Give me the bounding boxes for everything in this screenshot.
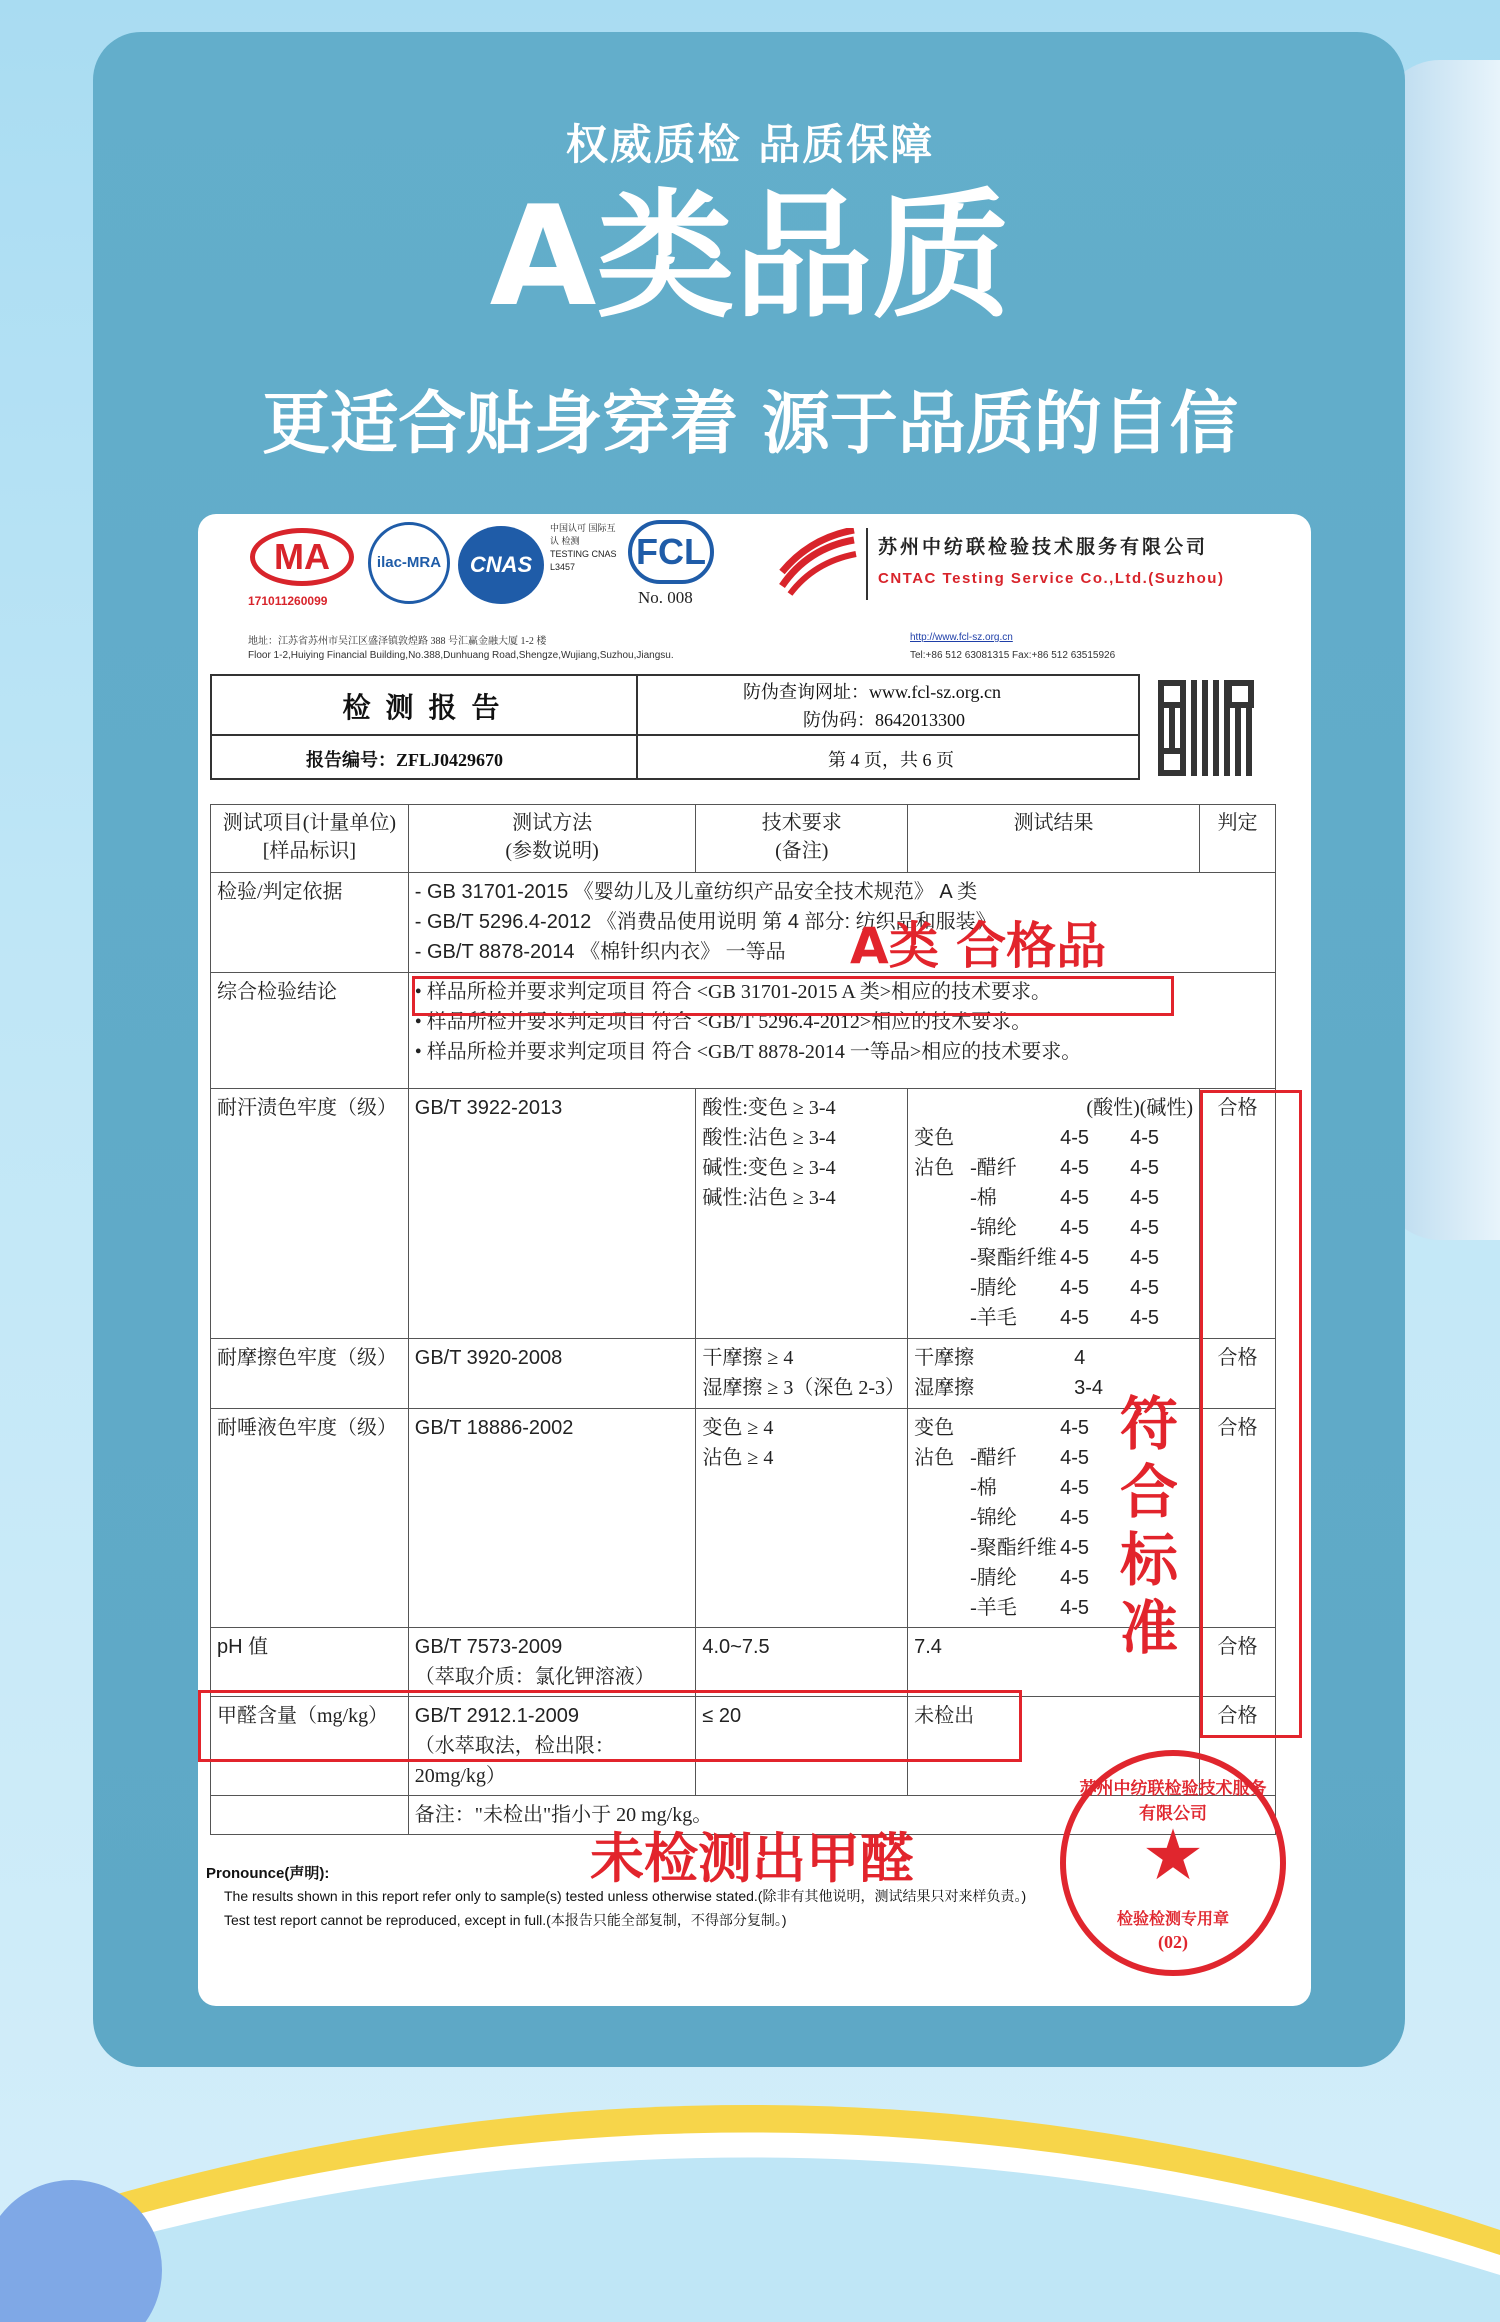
result-header: (酸性)(碱性) [1086, 1097, 1194, 1119]
method-line: GB/T 2912.1-2009 [414, 1705, 579, 1727]
website-link[interactable]: http://www.fcl-sz.org.cn [910, 632, 1013, 643]
result-row [914, 1213, 1193, 1243]
result-value [914, 1183, 970, 1213]
method-cell: GB/T 18886-2002 [408, 1409, 696, 1628]
star-icon: ★ [1141, 1818, 1205, 1895]
conclusion-line: • 样品所检并要求判定项目 符合 <GB/T 8878-2014 一等品>相应的技术要求。 [414, 1041, 1082, 1063]
row-label: 综合检验结论 [211, 973, 409, 1089]
result-value: 4-5 [1060, 1507, 1089, 1529]
sweat-results [914, 1123, 1193, 1333]
result-value: -棉 [970, 1187, 997, 1209]
test-results-table [210, 804, 1276, 1835]
cma-logo: MA [250, 528, 354, 586]
cnas-logo: CNAS [458, 526, 544, 604]
verdict-cell: 合格 [1200, 1628, 1276, 1697]
requirement-line: 湿摩擦 ≥ 3（深色 2-3） [702, 1377, 906, 1399]
result-value: 4-5 [1060, 1307, 1089, 1329]
seal-text: 苏州中纺联检验技术服务有限公司 [1079, 1779, 1267, 1823]
verdict-highlight-box [1200, 1090, 1302, 1738]
verdict-cell: 合格 [1200, 1339, 1276, 1409]
result-value: 4-5 [1130, 1127, 1159, 1149]
row-label: pH 值 [211, 1628, 409, 1697]
result-row [914, 1123, 1193, 1153]
title-box-divider-v [636, 674, 638, 780]
row-label: 耐唾液色牢度（级） [211, 1409, 409, 1628]
result-value: 4-5 [1060, 1217, 1089, 1239]
empty-cell [211, 1796, 409, 1835]
cnas-note: 中国认可 国际互认 检测 TESTING CNAS L3457 [550, 523, 617, 572]
table-row [211, 873, 1276, 973]
basis-cell [408, 873, 1275, 973]
result-value: 4-5 [1130, 1157, 1159, 1179]
result-value: 4-5 [1060, 1477, 1089, 1499]
basis-line: - GB 31701-2015 《婴幼儿及儿童纺织产品安全技术规范》 A 类 [414, 881, 978, 903]
verdict-cell: 合格 [1200, 1409, 1276, 1628]
row-label: 耐摩擦色牢度（级） [211, 1339, 409, 1409]
requirement-line: 碱性:变色 ≥ 3-4 [702, 1157, 836, 1179]
anti-fake-code: 防伪码：8642013300 [803, 710, 965, 730]
basis-line: - GB/T 5296.4-2012 《消费品使用说明 第 4 部分: 纺织品和服装》 [414, 911, 996, 933]
result-value [914, 1593, 970, 1623]
column-header: 测试结果 [908, 805, 1200, 873]
result-value: 4-5 [1130, 1247, 1159, 1269]
result-value [914, 1303, 970, 1333]
result-value: -棉 [970, 1477, 997, 1499]
result-value: 4-5 [1060, 1447, 1089, 1469]
result-value [914, 1563, 970, 1593]
pronounce-title: Pronounce(声明): [206, 1865, 330, 1882]
result-value: 干摩擦 [914, 1347, 975, 1369]
result-value: 4-5 [1060, 1127, 1089, 1149]
table-row [211, 1409, 1276, 1628]
result-value: 4-5 [1060, 1567, 1089, 1589]
meets-standard-annotation: 符合标准 [1120, 1390, 1179, 1662]
column-header: 判定 [1200, 805, 1276, 873]
result-cell: 7.4 [908, 1628, 1200, 1697]
result-value [970, 1413, 1060, 1443]
result-row [914, 1273, 1193, 1303]
requirement-cell [696, 1089, 908, 1339]
result-row [914, 1243, 1193, 1273]
result-value [914, 1243, 970, 1273]
table-header-row [211, 805, 1276, 873]
pronounce-line-1: The results shown in this report refer only to sample(s) tested unless otherwise stated.(除非有其他说明，测试结果只对来样负责。) [224, 1888, 1027, 1904]
result-value: 4-5 [1060, 1277, 1089, 1299]
result-value: 4-5 [1060, 1247, 1089, 1269]
result-value [970, 1123, 1060, 1153]
result-value [914, 1273, 970, 1303]
header-divider [866, 528, 868, 600]
row-label: 甲醛含量（mg/kg） [211, 1697, 409, 1796]
result-value: 4-5 [1130, 1217, 1159, 1239]
result-cell: 未检出 [908, 1697, 1200, 1796]
result-value: 湿摩擦 [914, 1377, 975, 1399]
row-label: 耐汗渍色牢度（级） [211, 1089, 409, 1339]
column-header: 测试项目(计量单位) [样品标识] [211, 805, 409, 873]
result-value [914, 1533, 970, 1563]
method-line: GB/T 7573-2009 [414, 1636, 563, 1658]
result-value: 沾色 [914, 1157, 955, 1179]
result-row [914, 1303, 1193, 1333]
requirement-line: 酸性:变色 ≥ 3-4 [702, 1097, 836, 1119]
result-value: -腈纶 [970, 1567, 1017, 1589]
result-value: -腈纶 [970, 1277, 1017, 1299]
result-value: 变色 [914, 1127, 955, 1149]
requirement-cell: 4.0~7.5 [696, 1628, 908, 1697]
formaldehyde-highlight-box [198, 1690, 1022, 1762]
report-title: 检 测 报 告 [342, 693, 504, 724]
table-row [211, 1089, 1276, 1339]
row-label: 检验/判定依据 [211, 873, 409, 973]
official-seal [1060, 1750, 1286, 1976]
requirement-line: 酸性:沾色 ≥ 3-4 [702, 1127, 836, 1149]
qr-code-icon [1158, 680, 1254, 776]
conclusion-line: • 样品所检并要求判定项目 符合 <GB 31701-2015 A 类>相应的技术要求。 [414, 981, 1052, 1003]
company-name-cn: 苏州中纺联检验技术服务有限公司 [878, 537, 1209, 558]
result-row [914, 1343, 1193, 1373]
method-note: （萃取介质：氯化钾溶液） [414, 1666, 655, 1688]
result-value [914, 1503, 970, 1533]
result-value: 4-5 [1130, 1307, 1159, 1329]
title-box-divider-h [210, 734, 1140, 736]
result-value: -醋纤 [970, 1447, 1017, 1469]
tel-fax: Tel:+86 512 63081315 Fax:+86 512 63515926 [910, 650, 1116, 661]
method-cell: GB/T 3920-2008 [408, 1339, 696, 1409]
page-subtitle: 更适合贴身穿着 源于品质的自信 [262, 385, 1238, 464]
report-number: 报告编号：ZFLJ0429670 [306, 750, 504, 770]
requirement-cell [696, 1339, 908, 1409]
result-value [914, 1213, 970, 1243]
company-name-en: CNTAC Testing Service Co.,Ltd.(Suzhou) [878, 570, 1225, 587]
requirement-cell: ≤ 20 [696, 1697, 908, 1796]
result-value: 4-5 [1060, 1537, 1089, 1559]
seal-sub: 检验检测专用章 [1116, 1911, 1229, 1928]
requirement-line: 沾色 ≥ 4 [702, 1447, 774, 1469]
grade-a-annotation: A类 合格品 [850, 917, 1107, 975]
result-value: 4-5 [1060, 1157, 1089, 1179]
method-cell: GB/T 3922-2013 [408, 1089, 696, 1339]
result-value: 4 [1074, 1347, 1086, 1369]
result-value: -锦纶 [970, 1217, 1017, 1239]
result-value: -聚酯纤维 [970, 1247, 1057, 1269]
result-value: 4-5 [1060, 1597, 1089, 1619]
result-value: 4-5 [1130, 1277, 1159, 1299]
address-cn: 地址：江苏省苏州市吴江区盛泽镇敦煌路 388 号汇赢金融大厦 1-2 楼 [248, 636, 547, 647]
result-row [914, 1183, 1193, 1213]
requirement-line: 干摩擦 ≥ 4 [702, 1347, 794, 1369]
result-value: 变色 [914, 1417, 955, 1439]
result-value: -羊毛 [970, 1597, 1017, 1619]
page-title: A类品质 [489, 176, 1011, 337]
seal-number: (02) [1158, 1932, 1188, 1952]
result-value: -羊毛 [970, 1307, 1017, 1329]
page-info: 第 4 页，共 6 页 [828, 750, 954, 770]
result-value: 4-5 [1060, 1187, 1089, 1209]
result-value: -锦纶 [970, 1507, 1017, 1529]
verdict-cell: 合格 [1200, 1089, 1276, 1339]
result-value: 沾色 [914, 1447, 955, 1469]
cntac-logo [778, 528, 858, 598]
table-row [211, 1339, 1276, 1409]
result-value: 4-5 [1130, 1187, 1159, 1209]
no-formaldehyde-annotation: 未检测出甲醛 [590, 1827, 914, 1890]
verdict-cell: 合格 [1200, 1697, 1276, 1796]
result-value: 3-4 [1074, 1377, 1103, 1399]
anti-fake-url: 防伪查询网址：www.fcl-sz.org.cn [743, 682, 1001, 702]
conclusion-line: • 样品所检并要求判定项目 符合 <GB/T 5296.4-2012>相应的技术要求。 [414, 1011, 1032, 1033]
result-value: 4-5 [1060, 1417, 1089, 1439]
test-report-document [198, 514, 1311, 2006]
requirement-line: 碱性:沾色 ≥ 3-4 [702, 1187, 836, 1209]
method-note: （水萃取法，检出限：20mg/kg） [414, 1735, 615, 1787]
requirement-cell [696, 1409, 908, 1628]
column-header: 技术要求 (备注) [696, 805, 908, 873]
tagline: 权威质检 品质保障 [565, 120, 935, 169]
note-cell: 备注："未检出"指小于 20 mg/kg。 [408, 1796, 1275, 1835]
table-row [211, 1628, 1276, 1697]
fcl-number: No. 008 [638, 588, 693, 607]
address-en: Floor 1-2,Huiying Financial Building,No.388,Dunhuang Road,Shengze,Wujiang,Suzhou,Jiangsu. [248, 650, 674, 661]
method-cell [408, 1628, 696, 1697]
requirement-line: 变色 ≥ 4 [702, 1417, 774, 1439]
result-value: -聚酯纤维 [970, 1537, 1057, 1559]
fcl-logo: FCL [628, 520, 714, 584]
pronounce-line-2: Test test report cannot be reproduced, except in full.(本报告只能全部复制，不得部分复制。) [224, 1912, 787, 1928]
column-header: 测试方法 (参数说明) [408, 805, 696, 873]
cma-number: 171011260099 [248, 594, 328, 608]
result-row [914, 1153, 1193, 1183]
ilac-logo: ilac-MRA [368, 522, 450, 604]
basis-line: - GB/T 8878-2014 《棉针织内衣》 一等品 [414, 941, 786, 963]
result-cell [908, 1089, 1200, 1339]
result-value: -醋纤 [970, 1157, 1017, 1179]
conclusion-highlight-box [412, 976, 1174, 1016]
result-value [914, 1473, 970, 1503]
